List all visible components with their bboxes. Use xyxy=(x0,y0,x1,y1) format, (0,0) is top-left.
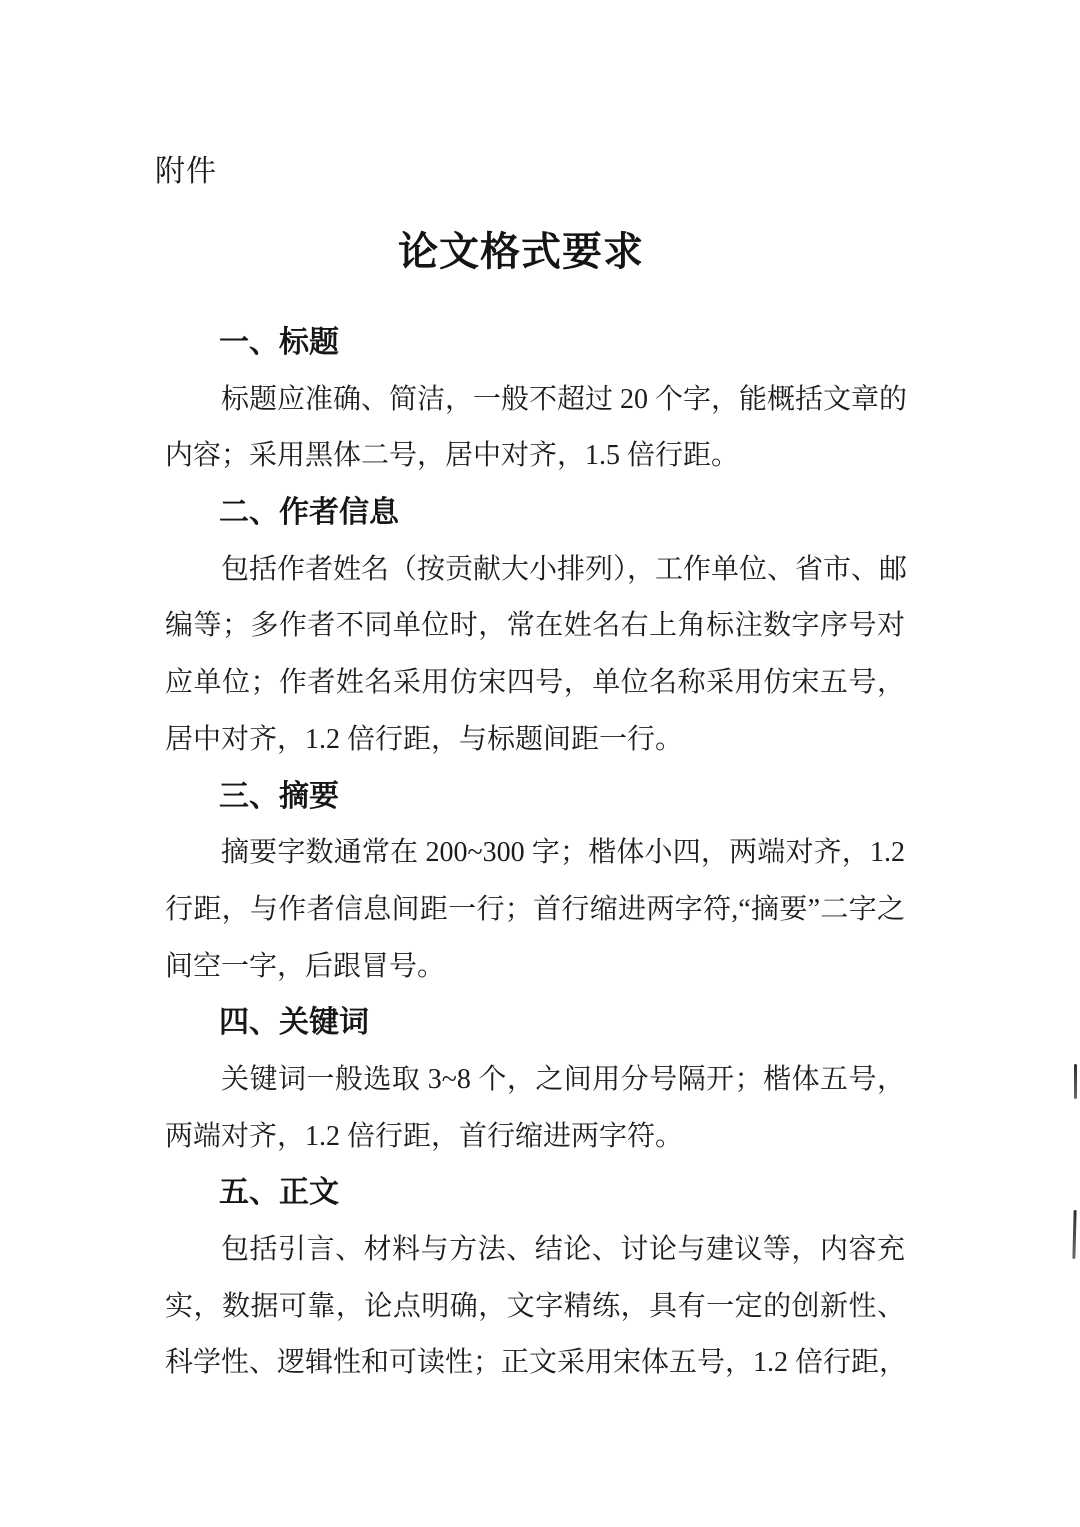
paragraph-line: 摘要字数通常在 200~300 字；楷体小四，两端对齐，1.2 xyxy=(221,837,905,869)
document-body xyxy=(165,315,908,1392)
section-heading: 二、作者信息 xyxy=(219,496,399,530)
section-heading: 五、正文 xyxy=(219,1176,339,1210)
paragraph-line: 科学性、逻辑性和可读性；正文采用宋体五号，1.2 倍行距， xyxy=(165,1347,908,1379)
paragraph-line: 居中对齐，1.2 倍行距，与标题间距一行。 xyxy=(165,723,684,755)
paragraph-line: 标题应准确、简洁，一般不超过 20 个字，能概括文章的 xyxy=(221,383,908,415)
paragraph-line: 实，数据可靠，论点明确，文字精练，具有一定的创新性、 xyxy=(165,1290,905,1322)
paragraph-line: 两端对齐，1.2 倍行距，首行缩进两字符。 xyxy=(165,1120,684,1152)
attachment-label: 附件 xyxy=(155,155,217,188)
paragraph-line: 关键词一般选取 3~8 个，之间用分号隔开；楷体五号， xyxy=(221,1063,905,1095)
section-heading: 一、标题 xyxy=(219,326,339,359)
section-heading: 三、摘要 xyxy=(219,779,339,813)
paragraph-line: 间空一字，后跟冒号。 xyxy=(165,950,446,982)
paragraph-line: 包括作者姓名（按贡献大小排列），工作单位、省市、邮 xyxy=(221,553,908,585)
scan-artifact-line xyxy=(1074,1064,1077,1099)
paragraph-line: 行距，与作者信息间距一行；首行缩进两字符,“摘要”二字之 xyxy=(165,893,905,925)
section-heading: 四、关键词 xyxy=(219,1006,369,1040)
paragraph-line: 内容；采用黑体二号，居中对齐，1.5 倍行距。 xyxy=(165,440,740,472)
paragraph-line: 编等；多作者不同单位时，常在姓名右上角标注数字序号对 xyxy=(165,610,905,642)
scan-artifact-line xyxy=(1072,1210,1076,1259)
paragraph-line: 包括引言、材料与方法、结论、讨论与建议等，内容充 xyxy=(221,1234,905,1265)
document-title: 论文格式要求 xyxy=(398,229,644,274)
paragraph-line: 应单位；作者姓名采用仿宋四号，单位名称采用仿宋五号， xyxy=(165,667,905,699)
